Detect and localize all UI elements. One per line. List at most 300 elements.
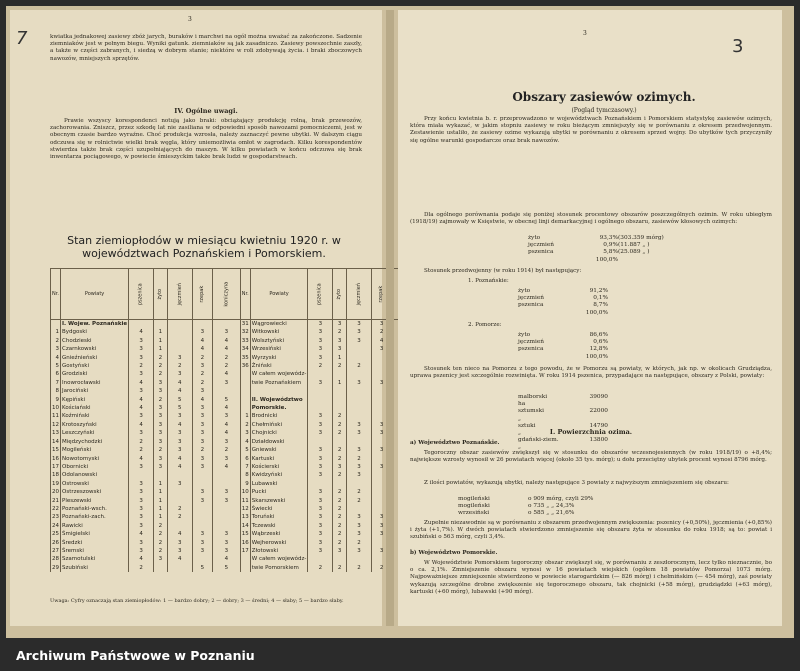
rating-cell bbox=[192, 480, 212, 488]
rating-cell: 4 bbox=[212, 421, 240, 429]
rating-cell: 3 bbox=[308, 446, 333, 454]
rating-cell bbox=[129, 320, 154, 329]
rating-cell: 3 bbox=[212, 539, 240, 547]
district-name: Poznański-zach. bbox=[61, 513, 129, 521]
rating-cell: 3 bbox=[346, 530, 371, 538]
district-name: Toruński bbox=[250, 513, 308, 521]
district-name: Wolsztyński bbox=[250, 337, 308, 345]
stat-field: mogileński bbox=[458, 496, 490, 502]
rating-cell bbox=[167, 497, 192, 505]
rating-cell: 3 bbox=[192, 539, 212, 547]
rating-cell: 2 bbox=[346, 362, 371, 370]
rating-cell: 3 bbox=[346, 471, 371, 479]
table-row bbox=[51, 396, 420, 404]
rating-cell: 2 bbox=[154, 396, 168, 404]
row-number: 1 bbox=[240, 412, 250, 420]
district-name: Skarszewski bbox=[250, 497, 308, 505]
rating-cell: 1 bbox=[154, 505, 168, 513]
rating-cell: 4 bbox=[212, 463, 240, 471]
stats-current bbox=[528, 235, 728, 264]
row-number: 5 bbox=[240, 446, 250, 454]
rating-cell: 3 bbox=[346, 337, 371, 345]
rating-cell: 1 bbox=[333, 354, 347, 362]
district-name: Chojnicki bbox=[250, 429, 308, 437]
table-row bbox=[51, 404, 420, 412]
row-number: 14 bbox=[241, 522, 249, 529]
rating-cell: 3 bbox=[192, 404, 212, 412]
district-name: Grodziski bbox=[61, 370, 129, 378]
rating-cell: 3 bbox=[212, 488, 240, 496]
row-number: 10 bbox=[52, 405, 59, 412]
row-number: 6 bbox=[51, 370, 61, 378]
rating-cell: 3 bbox=[308, 471, 333, 479]
rating-cell bbox=[333, 396, 347, 404]
col-header: żyto bbox=[154, 269, 168, 320]
rating-cell: 3 bbox=[129, 539, 154, 547]
table-row bbox=[51, 480, 420, 488]
rating-cell: 3 bbox=[192, 463, 212, 471]
stats-decrease bbox=[458, 496, 718, 518]
para-1: Przy końcu kwietnia b. r. przeprowadzono w województwach Poznańskiem i Pomorskiem statystykę zasiewów ozimych, która miała wykazać, w jakim stopniu zasiewy w roku bieżącym zmniejszyły się w porównaniu z okresem przedwojennym. Zestawienie ustaliło, że zasiewy ozime wykazują ubytki w porównaniu z okresem sprzed wojny. Do ubytków tych przyczyniły się ogólne warunki gospodarcze oraz brak nawozów. bbox=[410, 116, 772, 144]
stat-field: 22000 bbox=[589, 408, 608, 415]
district-name: Nowotomyski bbox=[61, 455, 129, 463]
row-number: 33 bbox=[241, 337, 249, 344]
rating-cell bbox=[308, 370, 333, 378]
rating-cell: 3 bbox=[167, 370, 192, 378]
col-header: Nr. bbox=[240, 269, 250, 320]
district-name: Jarociński bbox=[61, 387, 129, 395]
rating-cell: 3 bbox=[333, 337, 347, 345]
rating-cell: 3 bbox=[192, 530, 212, 538]
stat-field: (303.359 mórg) bbox=[618, 235, 664, 241]
rating-cell: 3 bbox=[308, 412, 333, 420]
rating-cell: 3 bbox=[192, 488, 212, 496]
table-row bbox=[51, 354, 420, 362]
district-name: Złotowski bbox=[250, 547, 308, 555]
rating-cell: 3 bbox=[212, 438, 240, 446]
col-header: pszenica bbox=[308, 269, 333, 320]
rating-cell: 3 bbox=[308, 345, 333, 353]
rating-cell: 3 bbox=[346, 320, 371, 329]
rating-cell: 3 bbox=[372, 513, 392, 521]
district-name: Odolanowski bbox=[61, 471, 129, 479]
row-number: 29 bbox=[52, 564, 59, 571]
table-row bbox=[51, 446, 420, 454]
rating-cell: 2 bbox=[129, 438, 154, 446]
stat-line bbox=[518, 339, 658, 346]
rating-cell: 4 bbox=[129, 421, 154, 429]
rating-cell bbox=[333, 404, 347, 412]
stat-field: sztuki bbox=[518, 422, 536, 429]
rating-cell: 3 bbox=[129, 480, 154, 488]
rating-cell bbox=[212, 522, 240, 530]
rating-cell: 2 bbox=[346, 497, 371, 505]
row-number: 35 bbox=[241, 354, 249, 361]
district-name: Inowrocławski bbox=[61, 379, 129, 387]
row-number bbox=[240, 379, 250, 387]
stats-poznanskie bbox=[518, 288, 658, 317]
rating-cell bbox=[308, 396, 333, 404]
rating-cell bbox=[308, 480, 333, 488]
rating-cell: 3 bbox=[129, 463, 154, 471]
district-name: Poznański-wsch. bbox=[61, 505, 129, 513]
rating-cell: 5 bbox=[167, 404, 192, 412]
district-name: twie Poznańskiem bbox=[250, 379, 308, 387]
rating-cell bbox=[154, 471, 168, 479]
district-name: Kościerski bbox=[250, 463, 308, 471]
rating-cell: 3 bbox=[167, 539, 192, 547]
rating-cell bbox=[167, 522, 192, 530]
rating-cell: 3 bbox=[129, 412, 154, 420]
rating-cell: 3 bbox=[154, 455, 168, 463]
para-6: Z ilości powiatów, wykazują ubytki, należy następujące 3 powiaty z najwyższym zmniejszeniem się obszaru: bbox=[424, 480, 729, 486]
archive-label: Archiwum Państwowe w Poznaniu bbox=[16, 648, 255, 663]
rating-cell bbox=[212, 320, 240, 329]
rating-cell: 2 bbox=[333, 513, 347, 521]
rating-cell bbox=[212, 513, 240, 521]
rating-cell: 3 bbox=[212, 412, 240, 420]
stats-pomorze bbox=[518, 332, 658, 361]
row-number bbox=[240, 564, 250, 572]
stat-field: pszenica bbox=[528, 249, 554, 256]
rating-cell bbox=[346, 412, 371, 420]
row-number: 1 bbox=[51, 328, 61, 336]
stat-line bbox=[528, 249, 728, 256]
rating-cell: 2 bbox=[154, 362, 168, 370]
table-row bbox=[51, 522, 420, 530]
margin-note-left: 7 bbox=[16, 28, 28, 49]
stat-field: jęczmień bbox=[528, 242, 555, 249]
rating-cell: 2 bbox=[154, 370, 168, 378]
rating-cell: 2 bbox=[333, 539, 347, 547]
rating-cell: 4 bbox=[212, 370, 240, 378]
stat-field: pszenica bbox=[518, 302, 544, 309]
rating-cell bbox=[346, 438, 371, 446]
rating-cell: 2 bbox=[333, 522, 347, 530]
rating-cell bbox=[346, 480, 371, 488]
table-row bbox=[51, 513, 420, 521]
rating-cell: 3 bbox=[192, 387, 212, 395]
row-number bbox=[240, 555, 250, 563]
rating-cell: 2 bbox=[346, 564, 371, 572]
rating-cell bbox=[346, 396, 371, 404]
table-row bbox=[51, 463, 420, 471]
rating-cell: 2 bbox=[372, 564, 392, 572]
rating-cell: 4 bbox=[129, 379, 154, 387]
row-number: 3 bbox=[51, 345, 61, 353]
para-5: Tegoroczny obszar zasiewów zwiększył się w stosunku do obszarów wczesnojesiennych (w roku 1918/19) o +8,4%; największe wzrosty wynosił w 26 powiatach więcej (około 35 tys. mórg); u dołu przeciętny ubytek procent wynosi 8796 mórg. bbox=[410, 450, 772, 464]
district-name: Witkowski bbox=[250, 328, 308, 336]
col-header: jęczmień bbox=[167, 269, 192, 320]
rating-cell: 3 bbox=[192, 497, 212, 505]
district-name: Mogileński bbox=[61, 446, 129, 454]
stat-field: sztumski bbox=[518, 408, 544, 415]
stat-field: malborski bbox=[518, 394, 548, 400]
rating-cell: 3 bbox=[308, 320, 333, 329]
row-number: 14 bbox=[52, 438, 59, 445]
stat-field: gdański-ziem. bbox=[518, 437, 559, 444]
stat-field: 13800 bbox=[589, 437, 608, 444]
table-row bbox=[51, 539, 420, 547]
rating-cell: 4 bbox=[129, 328, 154, 336]
rating-cell: 3 bbox=[192, 328, 212, 336]
rating-cell: 5 bbox=[167, 396, 192, 404]
rating-cell: 2 bbox=[333, 429, 347, 437]
stat-field: ha bbox=[518, 401, 526, 408]
rating-cell bbox=[192, 513, 212, 521]
table-row bbox=[51, 379, 420, 387]
rating-cell: 2 bbox=[167, 362, 192, 370]
stat-line bbox=[458, 496, 718, 503]
rating-cell: 3 bbox=[308, 455, 333, 463]
rating-cell: 3 bbox=[167, 354, 192, 362]
rating-cell: 3 bbox=[167, 480, 192, 488]
stat-line bbox=[518, 394, 678, 408]
rating-cell bbox=[192, 555, 212, 563]
rating-cell: 3 bbox=[308, 530, 333, 538]
rating-cell: 3 bbox=[372, 379, 392, 387]
row-number: 8 bbox=[240, 471, 250, 479]
table-row bbox=[51, 429, 420, 437]
rating-cell: 4 bbox=[129, 455, 154, 463]
rating-cell bbox=[346, 354, 371, 362]
rating-cell: 2 bbox=[154, 539, 168, 547]
rating-cell bbox=[308, 438, 333, 446]
rating-cell: 3 bbox=[308, 429, 333, 437]
stat-line bbox=[518, 346, 658, 353]
rating-cell: 2 bbox=[333, 471, 347, 479]
row-number: 3 bbox=[240, 429, 250, 437]
row-number: 21 bbox=[52, 497, 59, 504]
district-name: Leszczyński bbox=[61, 429, 129, 437]
row-number: 20 bbox=[52, 489, 59, 496]
rating-cell bbox=[192, 320, 212, 329]
rating-cell: 3 bbox=[192, 438, 212, 446]
rating-cell bbox=[167, 564, 192, 572]
rating-cell: 4 bbox=[212, 404, 240, 412]
table-row bbox=[51, 505, 420, 513]
row-number: 16 bbox=[241, 539, 249, 546]
rating-cell bbox=[167, 488, 192, 496]
district-name: Międzychodzki bbox=[61, 438, 129, 446]
row-number: 12 bbox=[241, 505, 249, 512]
col-header: Powiaty bbox=[61, 269, 129, 320]
rating-cell: 1 bbox=[154, 328, 168, 336]
para-3: Stosunek przedwojenny (w roku 1914) był następujący: bbox=[424, 268, 582, 274]
row-number: 4 bbox=[51, 354, 61, 362]
row-number bbox=[240, 404, 250, 412]
row-number: 32 bbox=[241, 329, 249, 336]
rating-cell: 3 bbox=[346, 421, 371, 429]
stat-field: 86,6% bbox=[589, 332, 608, 338]
table-row bbox=[51, 488, 420, 496]
stat-line bbox=[458, 510, 718, 517]
rating-cell: 3 bbox=[372, 530, 392, 538]
district-name: Wrzesiński bbox=[250, 345, 308, 353]
rating-cell: 3 bbox=[154, 421, 168, 429]
rating-cell: 3 bbox=[308, 379, 333, 387]
rating-cell: 2 bbox=[154, 530, 168, 538]
rating-cell bbox=[192, 471, 212, 479]
district-name: Gostyński bbox=[61, 362, 129, 370]
row-number: 11 bbox=[241, 497, 249, 504]
stat-field: 0,9% bbox=[603, 242, 618, 249]
rating-cell: 2 bbox=[167, 505, 192, 513]
row-number: 25 bbox=[52, 531, 59, 538]
rating-cell: 3 bbox=[308, 488, 333, 496]
rating-cell: 2 bbox=[346, 488, 371, 496]
rating-cell: 3 bbox=[346, 522, 371, 530]
rating-cell: 2 bbox=[308, 564, 333, 572]
rating-cell: 2 bbox=[212, 362, 240, 370]
right-page-number: 3 bbox=[583, 30, 587, 37]
rating-cell: 1 bbox=[154, 480, 168, 488]
district-name: Chełmiński bbox=[250, 421, 308, 429]
rating-cell bbox=[346, 387, 371, 395]
rating-cell: 3 bbox=[154, 438, 168, 446]
rating-cell: 3 bbox=[333, 547, 347, 555]
rating-cell: 1 bbox=[154, 337, 168, 345]
rating-cell: 3 bbox=[346, 429, 371, 437]
stat-field: o 735 „ „ 24,3% bbox=[528, 503, 575, 510]
stat-field: o 585 „ „ 21,6% bbox=[528, 510, 575, 517]
stat-field: żyto bbox=[518, 332, 531, 338]
row-number: 8 bbox=[51, 387, 61, 395]
district-name: Tczewski bbox=[250, 522, 308, 530]
district-name: Szubiński bbox=[61, 564, 129, 572]
rating-cell: 2 bbox=[333, 497, 347, 505]
rating-cell bbox=[212, 387, 240, 395]
rating-cell bbox=[212, 505, 240, 513]
rating-cell: 3 bbox=[308, 505, 333, 513]
rating-cell: 3 bbox=[333, 320, 347, 329]
rating-cell: 5 bbox=[212, 564, 240, 572]
district-name: W całem wojewódz- bbox=[251, 371, 307, 378]
rating-cell: 3 bbox=[167, 412, 192, 420]
row-number: 11 bbox=[52, 413, 59, 420]
row-number: 2 bbox=[240, 421, 250, 429]
rating-cell: 3 bbox=[308, 354, 333, 362]
rating-cell: 2 bbox=[212, 354, 240, 362]
rating-cell: 3 bbox=[308, 547, 333, 555]
row-number: 16 bbox=[52, 455, 59, 462]
district-name: Lubawski bbox=[250, 480, 308, 488]
rating-cell: 2 bbox=[192, 379, 212, 387]
stat-field: 93,3% bbox=[599, 235, 618, 241]
rating-cell: 3 bbox=[154, 404, 168, 412]
col-header: Nr. bbox=[51, 269, 61, 320]
rating-cell: 3 bbox=[154, 379, 168, 387]
row-number: 12 bbox=[52, 421, 59, 428]
district-name: Kwidzyński bbox=[250, 471, 308, 479]
rating-cell bbox=[212, 471, 240, 479]
rating-cell: 3 bbox=[154, 429, 168, 437]
row-number: 31 bbox=[241, 321, 249, 327]
district-name: Pleszewski bbox=[61, 497, 129, 505]
table-row bbox=[51, 547, 420, 555]
district-name: Kępiński bbox=[61, 396, 129, 404]
rating-cell bbox=[167, 320, 192, 329]
table-row bbox=[51, 362, 420, 370]
district-name: twie Pomorskiem bbox=[250, 564, 308, 572]
rating-cell: 4 bbox=[129, 404, 154, 412]
district-name: Wyrzyski bbox=[250, 354, 308, 362]
rating-cell: 3 bbox=[346, 328, 371, 336]
rating-cell: 2 bbox=[154, 547, 168, 555]
stat-field: o 909 mórg, czyli 29% bbox=[528, 496, 594, 502]
rating-cell: 4 bbox=[212, 555, 240, 563]
right-page bbox=[398, 10, 782, 626]
district-name: Kościański bbox=[61, 404, 129, 412]
rating-cell: 1 bbox=[154, 497, 168, 505]
rating-cell bbox=[333, 480, 347, 488]
rating-cell bbox=[154, 564, 168, 572]
rating-cell: 4 bbox=[212, 345, 240, 353]
rating-cell: 3 bbox=[308, 513, 333, 521]
rating-cell: 3 bbox=[129, 387, 154, 395]
rating-cell: 4 bbox=[167, 463, 192, 471]
rating-cell: 3 bbox=[192, 362, 212, 370]
stat-line bbox=[518, 408, 678, 422]
col-header: rzepak bbox=[372, 269, 392, 320]
rating-cell: 3 bbox=[192, 455, 212, 463]
rating-cell: 2 bbox=[333, 530, 347, 538]
district-name: Brodnicki bbox=[250, 412, 308, 420]
rating-cell: 3 bbox=[129, 505, 154, 513]
col-header: pszenica bbox=[129, 269, 154, 320]
rating-cell: 3 bbox=[308, 463, 333, 471]
district-name: W całem wojewódz- bbox=[251, 556, 307, 563]
table-row bbox=[51, 328, 420, 336]
rating-cell: 4 bbox=[167, 379, 192, 387]
rating-cell: 3 bbox=[308, 522, 333, 530]
rating-cell: 3 bbox=[192, 547, 212, 555]
stat-field: 8,7% bbox=[593, 302, 608, 309]
district-name: Czarnkowski bbox=[61, 345, 129, 353]
col-header: żyto bbox=[333, 269, 347, 320]
district-name: Obornicki bbox=[61, 463, 129, 471]
rating-cell bbox=[167, 337, 192, 345]
row-number: 27 bbox=[52, 547, 59, 554]
rating-cell: 2 bbox=[346, 539, 371, 547]
rating-cell bbox=[308, 555, 333, 563]
district-name: Rawicki bbox=[61, 522, 129, 530]
rating-cell: 3 bbox=[308, 328, 333, 336]
table-row bbox=[51, 530, 420, 538]
rating-cell: 3 bbox=[308, 497, 333, 505]
rating-cell bbox=[192, 505, 212, 513]
col-header: Powiaty bbox=[250, 269, 308, 320]
rating-cell: 4 bbox=[167, 555, 192, 563]
rating-cell: 3 bbox=[212, 547, 240, 555]
book-gutter bbox=[386, 10, 394, 626]
rating-cell: 2 bbox=[333, 328, 347, 336]
rating-cell: 3 bbox=[212, 497, 240, 505]
stat-field: jęczmień bbox=[518, 339, 545, 346]
rating-cell: 4 bbox=[167, 387, 192, 395]
row-number: 18 bbox=[52, 472, 59, 479]
stat-field: 100,0% bbox=[585, 309, 608, 316]
stat-line bbox=[518, 295, 658, 302]
section-text: Prawie wszyscy korespondenci notują jako braki: obciążający produkcję rolną, brak przewozów, zachorowania. Zniszcz, przez szkodę lat nie zasiliana w odpowiedni sposób nawozami pomocniczemi, jest w obecnym czasie bardzo wyraźne. Choć produkcja wzrosła, należy zaznaczyć pewne ubytki. W dalszym ciągu odczuwa się w rolnictwie wielki brak węgla, który uniemożliwia omłot w zagrodach. Kilku korespondentów stwierdza także brak części uzupełniających do maszyn. W kilku powiatach w końcu odczuwa się brak inwentarza pociągowego, w powiecie śmieszyckim także brak ludzi w gospodarstwach. bbox=[50, 118, 362, 161]
district-name: Koźmiński bbox=[61, 412, 129, 420]
rating-cell: 3 bbox=[154, 555, 168, 563]
rating-cell bbox=[308, 387, 333, 395]
stat-field: 100,0% bbox=[595, 256, 618, 263]
right-subtitle: (Pogląd tymczasowy.) bbox=[571, 107, 637, 114]
rating-cell: 4 bbox=[167, 421, 192, 429]
row-number bbox=[240, 396, 250, 404]
